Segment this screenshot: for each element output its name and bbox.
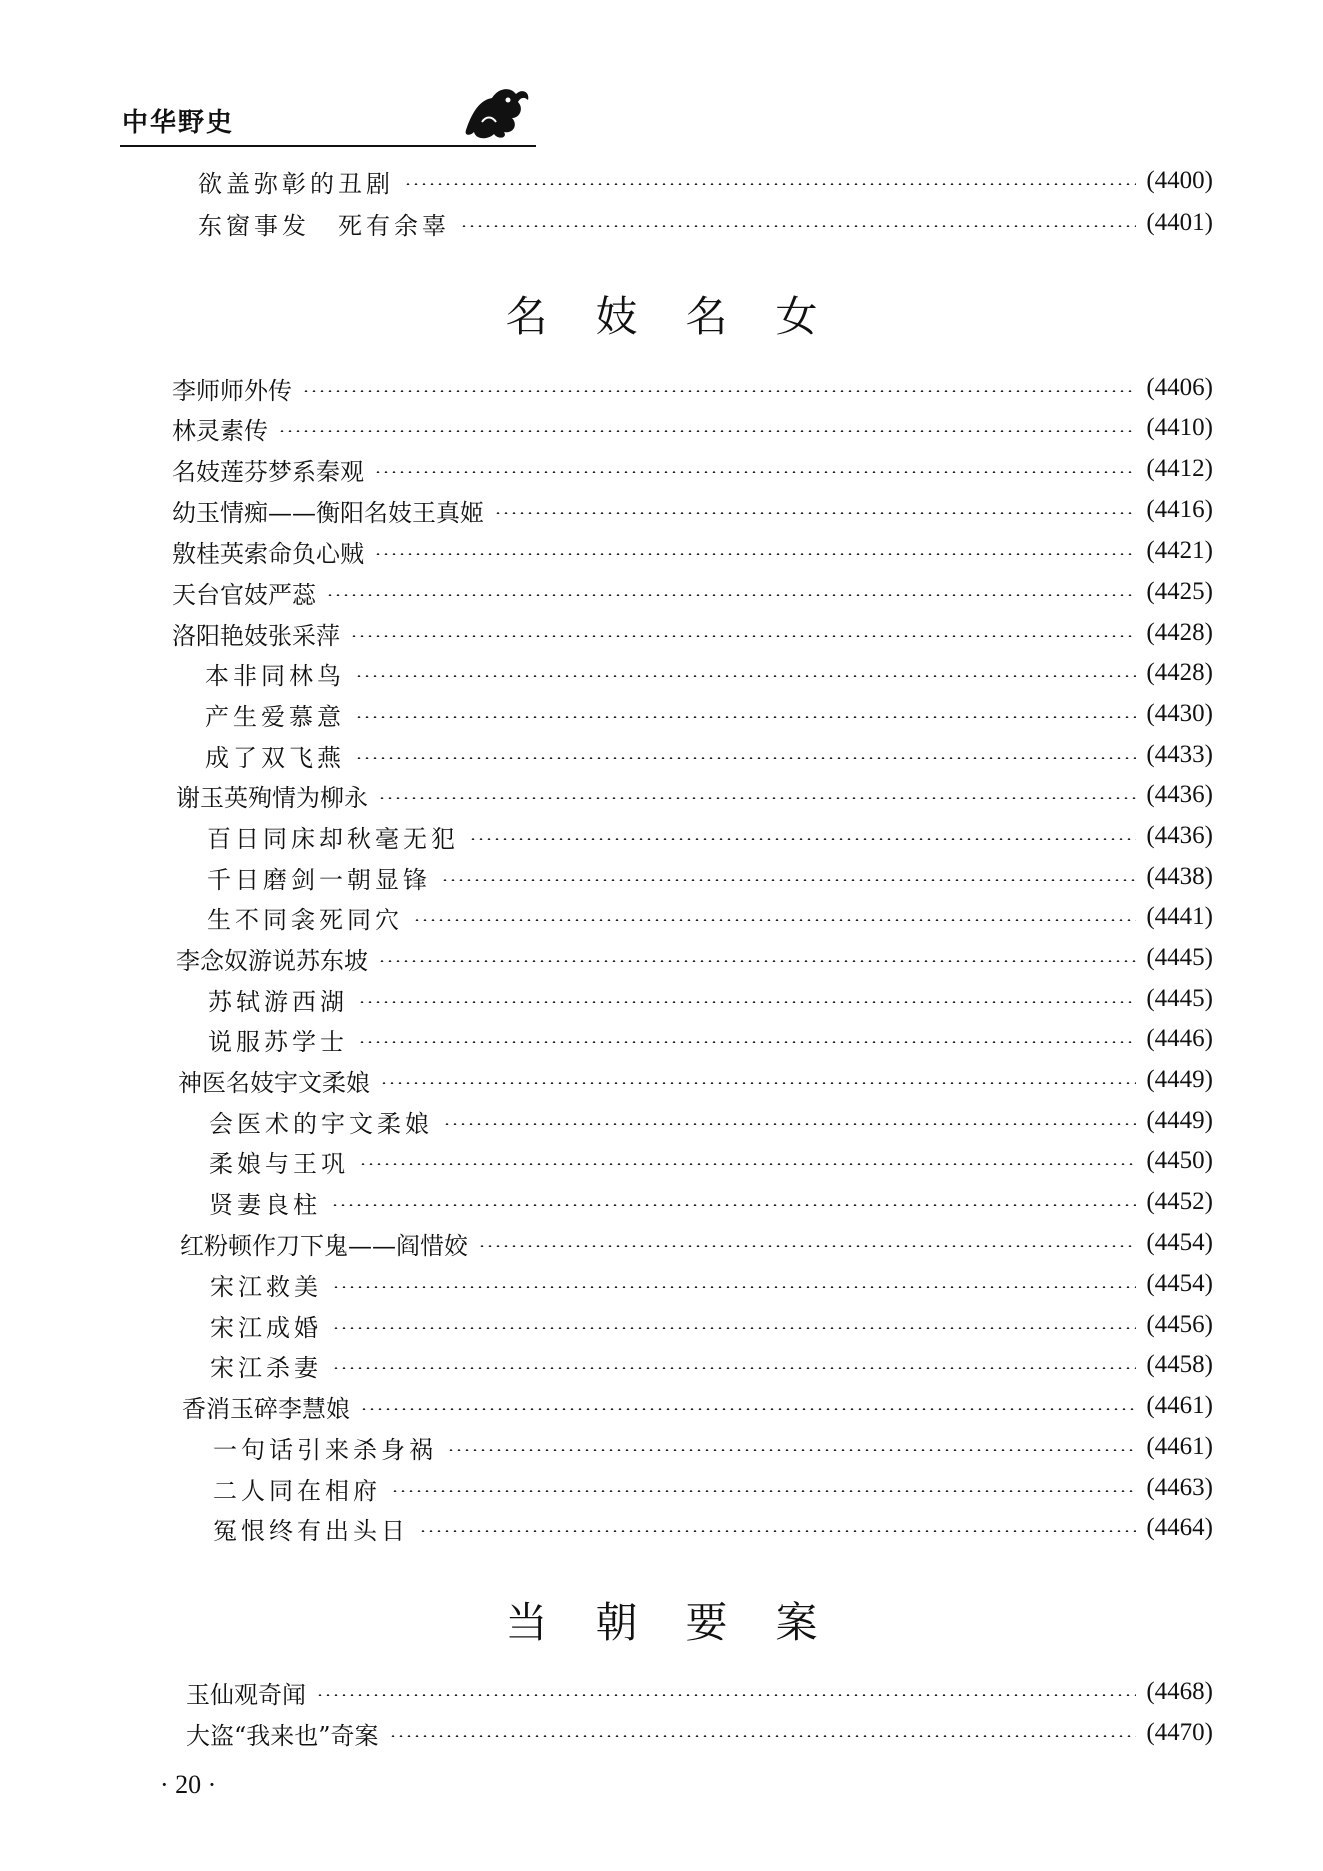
dragon-emblem-icon <box>458 82 536 142</box>
toc-entry-page: (4449) <box>1146 1107 1213 1134</box>
toc-entry-page: (4406) <box>1146 374 1213 401</box>
toc-entry-title: 敫桂英索命负心贼 <box>172 539 364 568</box>
toc-entry-title: 谢玉英殉情为柳永 <box>176 783 368 812</box>
dot-leader <box>316 1694 1136 1696</box>
toc-entry-title: 一句话引来杀身祸 <box>213 1435 437 1464</box>
toc-entry-page: (4454) <box>1146 1270 1213 1297</box>
toc-entry-page: (4470) <box>1146 1719 1213 1746</box>
toc-entry-page: (4463) <box>1146 1474 1213 1501</box>
toc-entry-title: 百日同床却秋毫无犯 <box>207 824 459 853</box>
toc-entry[interactable] <box>172 412 1213 444</box>
toc-entry-page: (4445) <box>1146 985 1213 1012</box>
header-rule <box>120 145 536 147</box>
toc-entry[interactable] <box>205 739 1213 771</box>
page-number: · 20 · <box>160 1770 217 1799</box>
toc-entry[interactable] <box>213 1472 1213 1504</box>
toc-entry[interactable] <box>176 779 1213 811</box>
dot-leader <box>419 1530 1136 1532</box>
toc-entry-page: (4436) <box>1146 781 1213 808</box>
toc-entry-title: 香消玉碎李慧娘 <box>182 1394 350 1423</box>
toc-entry[interactable] <box>182 1390 1213 1422</box>
toc-entry[interactable] <box>209 1145 1213 1177</box>
dot-leader <box>359 1163 1136 1165</box>
toc-entry-title: 成了双飞燕 <box>205 743 345 772</box>
toc-entry[interactable] <box>209 1186 1213 1218</box>
dot-leader <box>332 1367 1136 1369</box>
dot-leader <box>441 879 1136 881</box>
toc-entry-page: (4446) <box>1146 1025 1213 1052</box>
toc-entry-title: 东窗事发 死有余辜 <box>198 211 450 240</box>
toc-entry-page: (4445) <box>1146 944 1213 971</box>
toc-entry-title: 林灵素传 <box>172 416 268 445</box>
toc-entry-title: 苏轼游西湖 <box>208 987 348 1016</box>
toc-entry-title: 会医术的宇文柔娘 <box>209 1109 433 1138</box>
toc-entry[interactable] <box>209 1105 1213 1137</box>
dot-leader <box>478 1245 1136 1247</box>
toc-entry-title: 宋江成婚 <box>210 1313 322 1342</box>
toc-entry-title: 洛阳艳妓张采萍 <box>172 621 340 650</box>
toc-entry[interactable] <box>176 942 1213 974</box>
toc-entry[interactable] <box>172 535 1213 567</box>
toc-entry-title: 幼玉情痴——衡阳名妓王真姬 <box>172 498 484 527</box>
toc-entry[interactable] <box>180 1227 1213 1259</box>
dot-leader <box>360 1408 1136 1410</box>
toc-entry[interactable] <box>207 820 1213 852</box>
toc-entry[interactable] <box>208 1023 1213 1055</box>
dot-leader <box>380 1082 1136 1084</box>
toc-entry-title: 二人同在相府 <box>213 1476 381 1505</box>
toc-entry-title: 宋江杀妻 <box>210 1353 322 1382</box>
toc-entry[interactable] <box>178 1064 1213 1096</box>
toc-entry-page: (4450) <box>1146 1147 1213 1174</box>
toc-entry[interactable] <box>205 657 1213 689</box>
toc-entry[interactable] <box>186 1717 1213 1749</box>
dot-leader <box>460 225 1136 227</box>
section-title: 当朝要案 <box>505 1598 866 1647</box>
toc-entry-page: (4438) <box>1146 863 1213 890</box>
dot-leader <box>326 594 1136 596</box>
toc-entry-title: 名妓莲芬梦系秦观 <box>172 457 364 486</box>
toc-entry-page: (4441) <box>1146 903 1213 930</box>
toc-entry[interactable] <box>210 1309 1213 1341</box>
toc-entry-title: 宋江救美 <box>210 1272 322 1301</box>
toc-entry-title: 产生爱慕意 <box>205 702 345 731</box>
dot-leader <box>355 675 1136 677</box>
toc-entry-page: (4461) <box>1146 1392 1213 1419</box>
dot-leader <box>355 716 1136 718</box>
toc-entry-title: 天台官妓严蕊 <box>172 580 316 609</box>
dot-leader <box>350 635 1136 637</box>
toc-entry-page: (4468) <box>1146 1678 1213 1705</box>
dot-leader <box>374 553 1136 555</box>
toc-entry-page: (4401) <box>1146 209 1213 236</box>
toc-entry-title: 欲盖弥彰的丑剧 <box>198 169 394 198</box>
toc-entry[interactable] <box>210 1349 1213 1381</box>
dot-leader <box>332 1327 1136 1329</box>
toc-entry-page: (4428) <box>1146 619 1213 646</box>
toc-entry-page: (4400) <box>1146 167 1213 194</box>
toc-entry-page: (4449) <box>1146 1066 1213 1093</box>
toc-entry-page: (4458) <box>1146 1351 1213 1378</box>
dot-leader <box>494 512 1136 514</box>
dot-leader <box>331 1204 1136 1206</box>
toc-entry[interactable] <box>172 372 1213 404</box>
dot-leader <box>374 471 1136 473</box>
toc-entry-page: (4416) <box>1146 496 1213 523</box>
toc-entry-title: 大盗“我来也”奇案 <box>186 1721 379 1750</box>
toc-entry[interactable] <box>207 861 1213 893</box>
dot-leader <box>355 757 1136 759</box>
toc-entry-title: 柔娘与王巩 <box>209 1149 349 1178</box>
dot-leader <box>378 960 1136 962</box>
dot-leader <box>469 838 1136 840</box>
dot-leader <box>391 1490 1136 1492</box>
toc-entry-page: (4410) <box>1146 414 1213 441</box>
toc-entry-page: (4452) <box>1146 1188 1213 1215</box>
toc-entry-title: 李念奴游说苏东坡 <box>176 946 368 975</box>
toc-entry-page: (4461) <box>1146 1433 1213 1460</box>
toc-entry[interactable] <box>172 453 1213 485</box>
dot-leader <box>302 390 1136 392</box>
toc-entry[interactable] <box>205 698 1213 730</box>
toc-entry-title: 贤妻良柱 <box>209 1190 321 1219</box>
toc-entry-page: (4456) <box>1146 1311 1213 1338</box>
toc-entry[interactable] <box>210 1268 1213 1300</box>
toc-entry-title: 冤恨终有出头日 <box>213 1516 409 1545</box>
toc-entry-page: (4425) <box>1146 578 1213 605</box>
toc-entry[interactable] <box>172 494 1213 526</box>
toc-entry[interactable] <box>186 1676 1213 1708</box>
dot-leader <box>378 797 1136 799</box>
toc-entry-title: 说服苏学士 <box>208 1027 348 1056</box>
dot-leader <box>358 1041 1136 1043</box>
toc-entry[interactable] <box>198 165 1213 197</box>
dot-leader <box>404 183 1136 185</box>
header-title: 中华野史 <box>122 108 235 138</box>
toc-entry[interactable] <box>198 207 1213 239</box>
toc-entry[interactable] <box>213 1512 1213 1544</box>
dot-leader <box>358 1001 1136 1003</box>
dot-leader <box>389 1735 1137 1737</box>
toc-entry[interactable] <box>213 1431 1213 1463</box>
toc-entry-title: 神医名妓宇文柔娘 <box>178 1068 370 1097</box>
toc-entry-page: (4412) <box>1146 455 1213 482</box>
dot-leader <box>447 1449 1136 1451</box>
toc-entry-page: (4454) <box>1146 1229 1213 1256</box>
dot-leader <box>443 1123 1136 1125</box>
toc-entry[interactable] <box>207 901 1213 933</box>
toc-entry-title: 红粉顿作刀下鬼——阎惜姣 <box>180 1231 468 1260</box>
toc-entry-title: 本非同林鸟 <box>205 661 345 690</box>
dot-leader <box>332 1286 1136 1288</box>
dot-leader <box>413 919 1136 921</box>
dot-leader <box>278 430 1136 432</box>
toc-entry-title: 生不同衾死同穴 <box>207 905 403 934</box>
toc-entry-title: 李师师外传 <box>172 376 292 405</box>
toc-entry[interactable] <box>172 576 1213 608</box>
toc-entry-page: (4436) <box>1146 822 1213 849</box>
toc-entry-page: (4428) <box>1146 659 1213 686</box>
toc-entry[interactable] <box>172 617 1213 649</box>
toc-entry-title: 玉仙观奇闻 <box>186 1680 306 1709</box>
section-title: 名妓名女 <box>505 292 866 341</box>
toc-entry-title: 千日磨剑一朝显锋 <box>207 865 431 894</box>
toc-entry-page: (4430) <box>1146 700 1213 727</box>
toc-entry-page: (4433) <box>1146 741 1213 768</box>
toc-entry-page: (4464) <box>1146 1514 1213 1541</box>
toc-entry-page: (4421) <box>1146 537 1213 564</box>
toc-entry[interactable] <box>208 983 1213 1015</box>
